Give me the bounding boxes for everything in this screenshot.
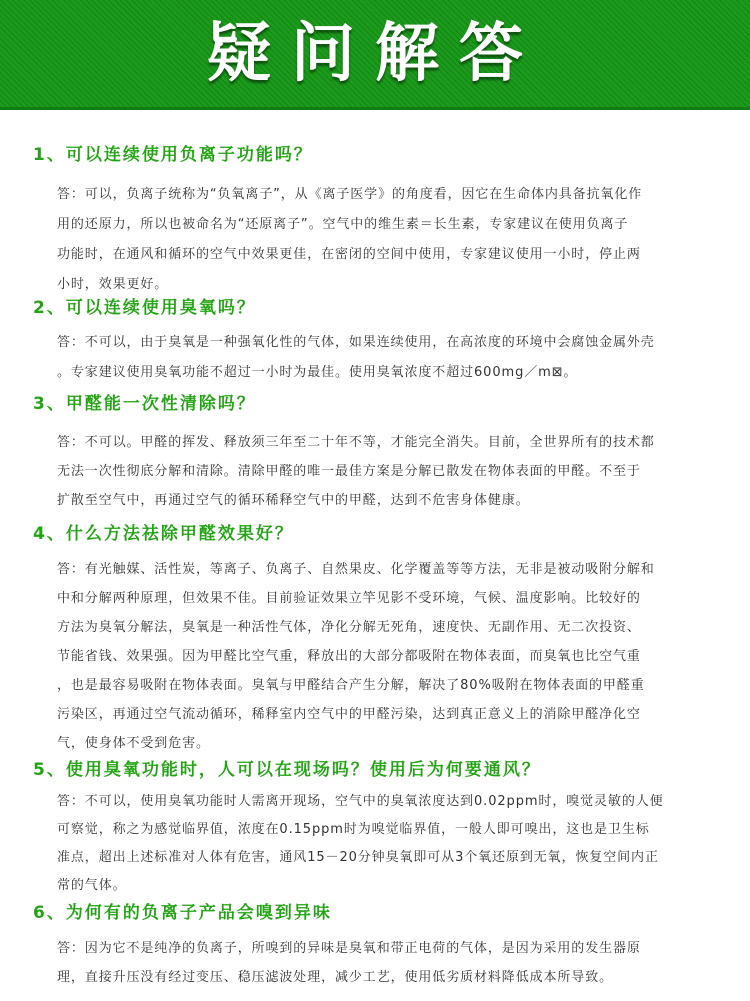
answer-line: 答：有光触媒、活性炭，等离子、负离子、自然果皮、化学覆盖等等方法，无非是被动吸附分解和 xyxy=(57,562,655,577)
answer-line: ，也是最容易吸附在物体表面。臭氧与甲醛结合产生分解，解决了80%吸附在物体表面的甲醛重 xyxy=(57,678,645,693)
faq-question-2: 2、可以连续使用臭氧吗？ xyxy=(33,298,256,318)
answer-line: 答：不可以，使用臭氧功能时人需离开现场，空气中的臭氧浓度达到0.02ppm时，嗅觉灵敏的人便 xyxy=(57,794,664,809)
header-banner xyxy=(0,0,750,110)
answer-line: 答：因为它不是纯净的负离子，所嗅到的异味是臭氧和带正电荷的气体，是因为采用的发生器原 xyxy=(57,941,641,956)
faq-question-1: 1、可以连续使用负离子功能吗？ xyxy=(33,145,313,165)
faq-question-3: 3、甲醛能一次性清除吗？ xyxy=(33,394,256,414)
page-title: 疑问解答 xyxy=(207,17,543,91)
answer-line: 答：可以，负离子统称为“负氧离子”，从《离子医学》的角度看，因它在生命体内具备抗氧化作 xyxy=(57,187,643,202)
faq-answer-3 xyxy=(57,428,717,515)
answer-line: 常的气体。 xyxy=(57,878,127,893)
answer-line: 方法为臭氧分解法，臭氧是一种活性气体，净化分解无死角，速度快、无副作用、无二次投资、 xyxy=(57,620,641,635)
answer-line: 答：不可以，由于臭氧是一种强氧化性的气体，如果连续使用，在高浓度的环境中会腐蚀金属外壳 xyxy=(57,335,655,350)
answer-line: 。专家建议使用臭氧功能不超过一小时为最佳。使用臭氧浓度不超过600mg／m⊠。 xyxy=(57,365,578,380)
faq-answer-2 xyxy=(57,328,717,388)
answer-line: 小时，效果更好。 xyxy=(57,277,169,292)
answer-line: 准点，超出上述标准对人体有危害，通风15－20分钟臭氧即可从3个氧还原到无氧，恢复空间内正 xyxy=(57,850,659,865)
faq-answer-4 xyxy=(57,555,717,758)
answer-line: 中和分解两种原理，但效果不佳。目前验证效果立竿见影不受环境，气候、温度影响。比较好的 xyxy=(57,591,641,606)
faq-answer-5 xyxy=(57,788,717,900)
answer-line: 气，使身体不受到危害。 xyxy=(57,736,210,751)
faq-answer-1 xyxy=(57,180,717,300)
answer-line: 功能时，在通风和循环的空气中效果更佳，在密闭的空间中使用，专家建议使用一小时，停止两 xyxy=(57,247,641,262)
answer-line: 节能省钱、效果强。因为甲醛比空气重，释放出的大部分都吸附在物体表面，而臭氧也比空气重 xyxy=(57,649,641,664)
answer-line: 答：不可以。甲醛的挥发、释放须三年至二十年不等，才能完全消失。目前，全世界所有的技术都 xyxy=(57,435,655,450)
answer-line: 理，直接升压没有经过变压、稳压滤波处理，减少工艺，使用低劣质材料降低成本所导致。 xyxy=(57,970,614,985)
answer-line: 污染区，再通过空气流动循环，稀释室内空气中的甲醛污染，达到真正意义上的消除甲醛净化空 xyxy=(57,707,641,722)
faq-question-5: 5、使用臭氧功能时，人可以在现场吗？使用后为何要通风？ xyxy=(33,760,541,780)
answer-line: 可察觉，称之为感觉临界值，浓度在0.15ppm时为嗅觉临界值，一般人即可嗅出，这也是卫生标 xyxy=(57,822,650,837)
answer-line: 用的还原力，所以也被命名为“还原离子”。空气中的维生素＝长生素，专家建议在使用负离子 xyxy=(57,217,629,232)
faq-answer-6 xyxy=(57,934,717,992)
answer-line: 无法一次性彻底分解和清除。清除甲醛的唯一最佳方案是分解已散发在物体表面的甲醛。不至于 xyxy=(57,464,641,479)
answer-line: 扩散至空气中，再通过空气的循环稀释空气中的甲醛，达到不危害身体健康。 xyxy=(57,493,530,508)
faq-question-6: 6、为何有的负离子产品会嗅到异味 xyxy=(33,903,332,923)
faq-question-4: 4、什么方法祛除甲醛效果好？ xyxy=(33,524,294,544)
